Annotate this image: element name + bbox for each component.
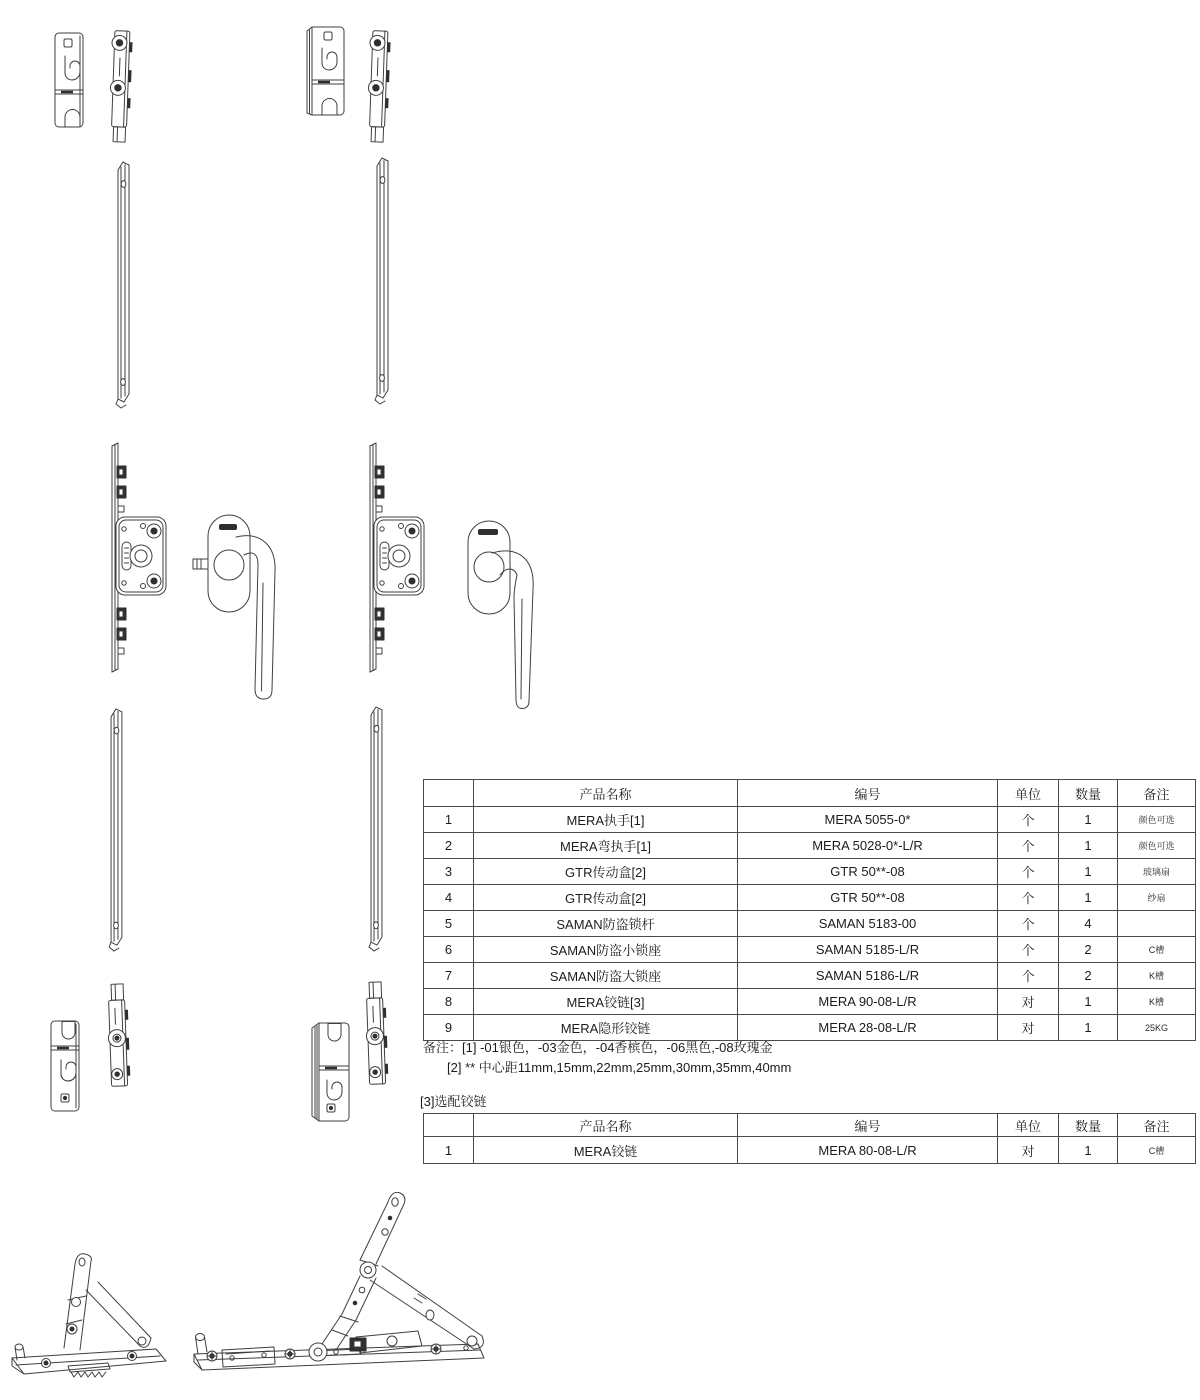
column-header-qty: 数量: [1059, 780, 1118, 807]
table-cell: SAMAN防盗大锁座: [474, 963, 738, 989]
keeper-plate-bottom-left: [48, 1018, 84, 1114]
table-cell: 25KG: [1118, 1015, 1196, 1041]
lock-rod-lower-right: [365, 703, 387, 955]
table-cell: 颜色可选: [1118, 807, 1196, 833]
table-cell: 纱扇: [1118, 885, 1196, 911]
table-cell: 1: [1059, 807, 1118, 833]
table-row: [424, 937, 1196, 963]
table-cell: 对: [998, 1137, 1059, 1164]
table-row: [424, 963, 1196, 989]
table-cell: 5: [424, 911, 474, 937]
lock-slider-bottom-left: [102, 982, 140, 1098]
remark-note-line1: 备注：[1] -01银色，-03金色，-04香槟色，-06黑色,-08玫瑰金: [423, 1040, 773, 1055]
friction-hinge-large: [186, 1186, 498, 1398]
table-cell: 个: [998, 963, 1059, 989]
keeper-plate-top-left: [52, 30, 88, 130]
column-header-code: 编号: [738, 780, 998, 807]
table-cell: 7: [424, 963, 474, 989]
table-cell: 1: [1059, 1015, 1118, 1041]
table-cell: 颜色可选: [1118, 833, 1196, 859]
table-cell: 1: [1059, 989, 1118, 1015]
table-cell: 6: [424, 937, 474, 963]
column-header-unit: 单位: [998, 1114, 1059, 1137]
table-cell: 1: [1059, 833, 1118, 859]
table-cell: 1: [424, 1137, 474, 1164]
table-cell: 个: [998, 885, 1059, 911]
table-cell: GTR传动盒[2]: [474, 859, 738, 885]
table-cell: MERA铰链: [474, 1137, 738, 1164]
table-row: [424, 833, 1196, 859]
friction-hinge-small: [8, 1248, 176, 1394]
table-row: [424, 989, 1196, 1015]
table-cell: K槽: [1118, 989, 1196, 1015]
table-cell: 3: [424, 859, 474, 885]
table-cell: 对: [998, 989, 1059, 1015]
table-cell: MERA 5055-0*: [738, 807, 998, 833]
table-cell: MERA 90-08-L/R: [738, 989, 998, 1015]
table-row: [424, 1137, 1196, 1164]
remark-note-line2: [2] ** 中心距11mm,15mm,22mm,25mm,30mm,35mm,40mm: [447, 1060, 792, 1075]
table-cell: SAMAN 5185-L/R: [738, 937, 998, 963]
table-cell: MERA执手[1]: [474, 807, 738, 833]
table-cell: MERA 28-08-L/R: [738, 1015, 998, 1041]
lock-slider-bottom-right: [360, 980, 398, 1096]
table-cell: 对: [998, 1015, 1059, 1041]
keeper-plate-top-right: [302, 24, 350, 118]
table-cell: 个: [998, 807, 1059, 833]
table-cell: 4: [424, 885, 474, 911]
table-cell: [1118, 911, 1196, 937]
table-cell: SAMAN防盗小锁座: [474, 937, 738, 963]
table-cell: K槽: [1118, 963, 1196, 989]
lock-slider-top-right: [364, 26, 398, 146]
table-cell: MERA隐形铰链: [474, 1015, 738, 1041]
table-cell: MERA弯执手[1]: [474, 833, 738, 859]
lock-rod-upper-right: [371, 154, 393, 408]
table-cell: 4: [1059, 911, 1118, 937]
table-cell: 个: [998, 911, 1059, 937]
drive-rail-gearbox-left: [104, 440, 196, 680]
table-cell: 个: [998, 937, 1059, 963]
column-header-code: 编号: [738, 1114, 998, 1137]
lock-slider-top-left: [106, 26, 140, 146]
keeper-plate-bottom-right: [306, 1020, 354, 1124]
column-header-index: [424, 1114, 474, 1137]
drive-rail-gearbox-right: [362, 440, 454, 680]
optional-hinge-table: [423, 1113, 1196, 1164]
table-cell: 1: [1059, 1137, 1118, 1164]
column-header-remark: 备注: [1118, 1114, 1196, 1137]
lock-rod-upper-left: [112, 158, 134, 412]
table-row: [424, 911, 1196, 937]
table-cell: C槽: [1118, 937, 1196, 963]
table-header-row: [424, 1114, 1196, 1137]
table-cell: C槽: [1118, 1137, 1196, 1164]
table-cell: 9: [424, 1015, 474, 1041]
column-header-remark: 备注: [1118, 780, 1196, 807]
table-cell: SAMAN 5186-L/R: [738, 963, 998, 989]
table-cell: MERA 5028-0*-L/R: [738, 833, 998, 859]
column-header-product: 产品名称: [474, 780, 738, 807]
table-cell: 1: [424, 807, 474, 833]
table-cell: 个: [998, 859, 1059, 885]
window-handle-straight: [192, 503, 288, 709]
table-cell: MERA 80-08-L/R: [738, 1137, 998, 1164]
column-header-qty: 数量: [1059, 1114, 1118, 1137]
table-cell: GTR 50**-08: [738, 859, 998, 885]
table-cell: 玻璃扇: [1118, 859, 1196, 885]
table-cell: 2: [1059, 937, 1118, 963]
column-header-index: [424, 780, 474, 807]
table-cell: GTR 50**-08: [738, 885, 998, 911]
table-cell: 2: [424, 833, 474, 859]
table-cell: 个: [998, 833, 1059, 859]
main-parts-table: [423, 779, 1196, 1041]
column-header-product: 产品名称: [474, 1114, 738, 1137]
window-handle-curved: [460, 503, 552, 718]
table-row: [424, 885, 1196, 911]
column-header-unit: 单位: [998, 780, 1059, 807]
optional-hinge-label: [3]选配铰链: [420, 1094, 487, 1109]
table-cell: 2: [1059, 963, 1118, 989]
table-cell: 8: [424, 989, 474, 1015]
table-cell: SAMAN防盗锁杆: [474, 911, 738, 937]
table-cell: MERA铰链[3]: [474, 989, 738, 1015]
table-row: [424, 859, 1196, 885]
table-cell: 1: [1059, 859, 1118, 885]
table-cell: SAMAN 5183-00: [738, 911, 998, 937]
lock-rod-lower-left: [105, 705, 127, 955]
table-header-row: [424, 780, 1196, 807]
table-cell: 1: [1059, 885, 1118, 911]
table-row: [424, 807, 1196, 833]
table-cell: GTR传动盒[2]: [474, 885, 738, 911]
